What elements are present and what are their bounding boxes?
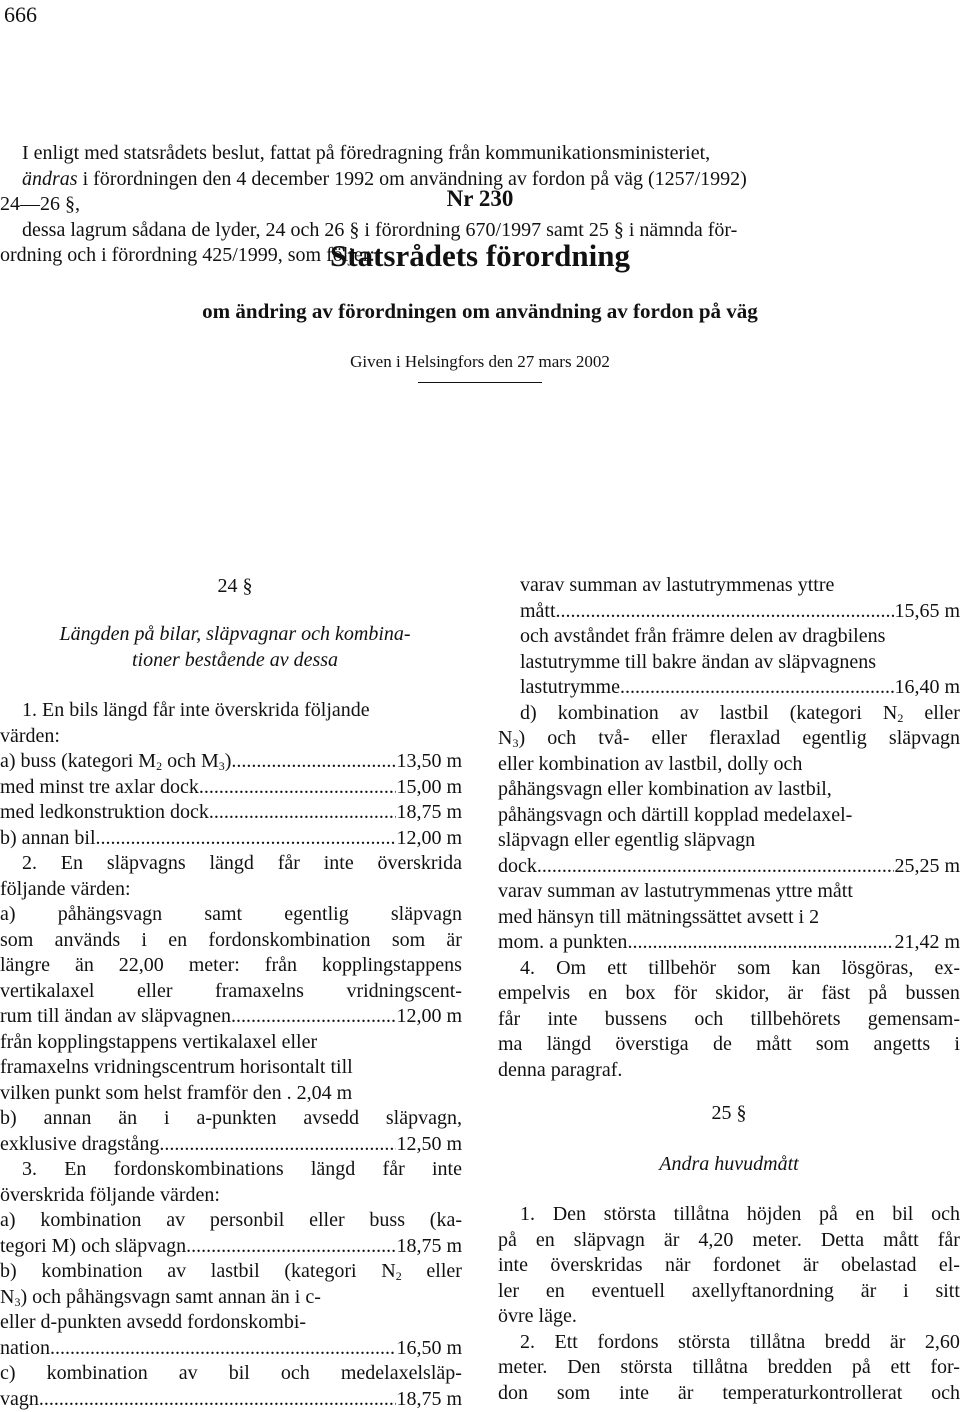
- measurement-label: mått: [520, 599, 556, 625]
- word: höjden: [747, 1202, 801, 1228]
- text-line: [0, 724, 462, 750]
- word: 22,00: [119, 953, 164, 979]
- word: och: [931, 1202, 960, 1228]
- line-text: med hänsyn till mätningssättet avsett i 2: [498, 905, 819, 931]
- measurement-value: 15,00 m: [396, 775, 462, 801]
- word: längd: [311, 1157, 355, 1183]
- word: samt: [204, 902, 242, 928]
- text-line: [498, 1007, 960, 1033]
- word: 1.: [520, 1202, 535, 1228]
- measurement-line: [0, 826, 462, 852]
- word: längd: [547, 1032, 591, 1058]
- measurement-value: 18,75 m: [396, 800, 462, 826]
- word: tillåtna: [674, 1202, 730, 1228]
- word: 3.: [22, 1157, 37, 1183]
- word: 2.: [22, 851, 37, 877]
- measurement-value: 16,50 m: [396, 1336, 462, 1362]
- text-line: [498, 956, 960, 982]
- word: ett: [607, 956, 627, 982]
- word: gemensam-: [868, 1007, 960, 1033]
- word: Om: [556, 956, 586, 982]
- word: egentlig: [802, 726, 866, 752]
- text-line: [0, 979, 462, 1005]
- word: fordonskombinations: [114, 1157, 284, 1183]
- text-line: [0, 902, 462, 928]
- word: medelaxelsläp-: [341, 1361, 462, 1387]
- word: d): [520, 701, 537, 727]
- preamble-line: dessa lagrum sådana de lyder, 24 och 26 § i förordning 670/1997 samt 25 § i nämnda för-: [22, 218, 737, 242]
- word: i: [141, 928, 147, 954]
- right-column-text: [498, 573, 960, 1083]
- word: bussens: [605, 1007, 667, 1033]
- word: bil: [892, 1202, 913, 1228]
- word: är: [861, 1279, 877, 1305]
- word: fleraxlad: [709, 726, 780, 752]
- text-line: [498, 905, 960, 931]
- measurement-line: [0, 1004, 462, 1030]
- preamble-line: 24—26 §,: [0, 192, 80, 216]
- dot-leader: [96, 826, 397, 852]
- given-date-line: Given i Helsingfors den 27 mars 2002: [0, 352, 960, 372]
- line-text: från kopplingstappens vertikalaxel eller: [0, 1030, 317, 1056]
- header-divider: [418, 382, 542, 383]
- preamble-line: [22, 167, 747, 191]
- line-text: 1. En bils längd får inte överskrida följande: [22, 698, 370, 724]
- word: fordonskombination: [208, 928, 370, 954]
- text-line: [0, 698, 462, 724]
- word: av: [166, 1208, 185, 1234]
- measurement-value: 18,75 m: [396, 1387, 462, 1412]
- word: personbil: [210, 1208, 284, 1234]
- word: vridningscent-: [346, 979, 462, 1005]
- word: får: [278, 851, 300, 877]
- word: axellyftanordning: [692, 1279, 834, 1305]
- word: på: [819, 1202, 838, 1228]
- word: största: [604, 1202, 656, 1228]
- word: kombination: [47, 1361, 148, 1387]
- preamble-line: I enligt med statsrådets beslut, fattat på föredragning från kommunikationsministeriet,: [22, 141, 710, 165]
- measurement-label: rum till ändan av släpvagnen: [0, 1004, 231, 1030]
- text-line: [0, 1259, 462, 1285]
- word: bredd: [825, 1330, 871, 1356]
- text-line: [0, 1055, 462, 1081]
- word: släpvagn: [889, 726, 960, 752]
- word: av: [680, 701, 699, 727]
- measurement-value: 12,00 m: [396, 1004, 462, 1030]
- word: a-punkten: [197, 1106, 277, 1132]
- word: temperaturkontrollerat: [722, 1381, 902, 1407]
- word: fäst: [821, 981, 850, 1007]
- measurement-value: 16,40 m: [894, 675, 960, 701]
- word: $N_3$): [498, 726, 525, 752]
- word: släpvagns: [107, 851, 186, 877]
- measurement-line: [498, 854, 960, 880]
- word: är: [446, 928, 462, 954]
- measurement-value: 18,75 m: [396, 1234, 462, 1260]
- word: två-: [598, 726, 629, 752]
- document-number: Nr 230: [0, 186, 960, 212]
- word: på: [498, 1228, 517, 1254]
- word: En: [61, 851, 83, 877]
- measurement-label: mom. a punkten: [498, 930, 627, 956]
- word: är: [678, 1381, 694, 1407]
- word: kan: [792, 956, 821, 982]
- word: meter:: [189, 953, 240, 979]
- text-line: [0, 851, 462, 877]
- word: som: [557, 1381, 590, 1407]
- measurement-label: dock: [498, 854, 537, 880]
- line-text: övre läge.: [498, 1304, 577, 1330]
- word: (ka-: [430, 1208, 462, 1234]
- line-text: överskrida följande värden:: [0, 1183, 220, 1209]
- section-24-heading-line: Längden på bilar, släpvagnar och kombina-: [0, 622, 470, 646]
- right-column-text: [498, 1202, 960, 1406]
- text-line: [498, 726, 960, 752]
- measurement-line: [0, 1234, 462, 1260]
- word: $N_2$: [883, 701, 903, 727]
- measurement-line: [0, 1132, 462, 1158]
- text-line: [498, 650, 960, 676]
- word: när: [665, 1253, 691, 1279]
- text-line: [0, 1208, 462, 1234]
- word: eller: [137, 979, 173, 1005]
- measurement-line: [0, 800, 462, 826]
- measurement-value: 13,50 m: [396, 749, 462, 775]
- word: ma: [498, 1032, 522, 1058]
- text-line: [498, 701, 960, 727]
- text-line: [0, 1361, 462, 1387]
- word: tillåtna: [692, 1355, 748, 1381]
- word: en: [546, 1279, 565, 1305]
- measurement-label: tegori M) och släpvagn: [0, 1234, 186, 1260]
- word: c): [0, 1361, 16, 1387]
- dot-leader: [231, 749, 396, 775]
- word: (kategori: [790, 701, 862, 727]
- word: Den: [553, 1202, 586, 1228]
- text-line: [0, 928, 462, 954]
- word: är: [664, 1228, 680, 1254]
- word: Ett: [555, 1330, 578, 1356]
- line-text: $N_3$) och påhängsvagn samt annan än i c-: [0, 1285, 321, 1311]
- word: angetts: [873, 1032, 930, 1058]
- word: största: [620, 1355, 672, 1381]
- word: mått: [883, 1228, 919, 1254]
- measurement-value: 21,42 m: [894, 930, 960, 956]
- word: ex-: [934, 956, 960, 982]
- measurement-label: med minst tre axlar dock: [0, 775, 199, 801]
- line-text: släpvagn eller egentlig släpvagn: [498, 828, 755, 854]
- word: längd: [210, 851, 254, 877]
- section-24-number: 24 §: [0, 574, 470, 598]
- text-line: [0, 953, 462, 979]
- text-line: [498, 752, 960, 778]
- word: inte: [498, 1253, 528, 1279]
- word: skidor,: [715, 981, 769, 1007]
- dot-leader: [537, 854, 895, 880]
- word: inte: [548, 1007, 578, 1033]
- word: b): [0, 1259, 17, 1285]
- word: eller: [426, 1259, 462, 1285]
- dot-leader: [620, 675, 894, 701]
- text-line: [0, 1310, 462, 1336]
- word: mått: [756, 1032, 792, 1058]
- text-line: [498, 879, 960, 905]
- word: buss: [369, 1208, 405, 1234]
- line-text: påhängsvagn och därtill kopplad medelaxel-: [498, 803, 852, 829]
- word: överstiga: [615, 1032, 688, 1058]
- word: i: [164, 1106, 170, 1132]
- word: släpvagn: [391, 902, 462, 928]
- word: $N_2$: [381, 1259, 401, 1285]
- measurement-line: [0, 749, 462, 775]
- word: don: [498, 1381, 528, 1407]
- measurement-label: lastutrymme: [520, 675, 620, 701]
- dot-leader: [159, 1132, 396, 1158]
- measurement-label: vagn: [0, 1387, 39, 1412]
- measurement-line: [498, 599, 960, 625]
- word: en: [856, 1202, 875, 1228]
- word: fordons: [597, 1330, 658, 1356]
- word: ett: [891, 1355, 911, 1381]
- document-subtitle: om ändring av förordningen om användning av fordon på väg: [0, 299, 960, 324]
- text-line: [498, 777, 960, 803]
- text-line: [498, 1279, 960, 1305]
- line-text: lastutrymme till bakre ändan av släpvagnens: [520, 650, 876, 676]
- text-line: [0, 1106, 462, 1132]
- word: lastbil: [211, 1259, 260, 1285]
- section-25-heading: Andra huvudmått: [498, 1152, 960, 1176]
- word: tillbehör: [648, 956, 716, 982]
- line-text: följande värden:: [0, 877, 131, 903]
- word: på: [868, 981, 887, 1007]
- word: kopplingstappens: [322, 953, 462, 979]
- word: för: [674, 981, 697, 1007]
- word: är: [890, 1330, 906, 1356]
- line-text: eller d-punkten avsedd fordonskombi-: [0, 1310, 306, 1336]
- word: empelvis: [498, 981, 570, 1007]
- dot-leader: [199, 775, 397, 801]
- text-line: [498, 1202, 960, 1228]
- word: och: [547, 726, 576, 752]
- word: i: [954, 1032, 960, 1058]
- word: eller: [651, 726, 687, 752]
- left-column-text: [0, 698, 462, 1412]
- text-line: [498, 828, 960, 854]
- word: ler: [498, 1279, 519, 1305]
- word: for-: [930, 1355, 960, 1381]
- word: får: [383, 1157, 405, 1183]
- word: än: [75, 953, 94, 979]
- preamble-line-rest: i förordningen den 4 december 1992 om användning av fordon på väg (1257/1992): [78, 168, 747, 190]
- measurement-line: [0, 775, 462, 801]
- word: eventuell: [592, 1279, 665, 1305]
- word: 2.: [520, 1330, 535, 1356]
- word: fordonet: [713, 1253, 781, 1279]
- word: av: [167, 1259, 186, 1285]
- text-line: [498, 624, 960, 650]
- line-text: denna paragraf.: [498, 1058, 622, 1084]
- word: meter.: [752, 1228, 801, 1254]
- word: 2,60: [925, 1330, 960, 1356]
- dot-leader: [39, 1387, 397, 1412]
- measurement-label: nation: [0, 1336, 50, 1362]
- word: el-: [939, 1253, 960, 1279]
- word: får: [938, 1228, 960, 1254]
- section-24-heading-line: tioner bestående av dessa: [0, 648, 470, 672]
- word: En: [64, 1157, 86, 1183]
- word: inte: [619, 1381, 649, 1407]
- text-line: [0, 1081, 462, 1107]
- text-line: [498, 1355, 960, 1381]
- word: och: [281, 1361, 310, 1387]
- word: sitt: [935, 1279, 959, 1305]
- measurement-value: 25,25 m: [894, 854, 960, 880]
- word: meter.: [498, 1355, 547, 1381]
- word: än: [118, 1106, 137, 1132]
- text-line: [498, 1032, 960, 1058]
- word: vertikalaxel: [0, 979, 94, 1005]
- word: en: [168, 928, 187, 954]
- preamble-emphasis: ändras: [22, 168, 78, 190]
- measurement-line: [498, 675, 960, 701]
- word: släpvagn: [574, 1228, 645, 1254]
- word: framaxelns: [215, 979, 304, 1005]
- line-text: påhängsvagn eller kombination av lastbil,: [498, 777, 832, 803]
- word: påhängsvagn: [58, 902, 162, 928]
- line-text: vilken punkt som helst framför den . 2,04 m: [0, 1081, 352, 1107]
- word: tillbehörets: [751, 1007, 841, 1033]
- text-line: [0, 1030, 462, 1056]
- dot-leader: [231, 1004, 396, 1030]
- word: används: [55, 928, 121, 954]
- word: de: [713, 1032, 732, 1058]
- text-line: [498, 1304, 960, 1330]
- text-line: [498, 1253, 960, 1279]
- word: bil: [229, 1361, 250, 1387]
- measurement-label: med ledkonstruktion dock: [0, 800, 209, 826]
- word: inte: [432, 1157, 462, 1183]
- word: a): [0, 902, 16, 928]
- word: överskridas: [550, 1253, 642, 1279]
- measurement-line: [0, 1387, 462, 1412]
- word: av: [179, 1361, 198, 1387]
- word: 4,20: [698, 1228, 733, 1254]
- line-text: varav summan av lastutrymmenas yttre mått: [498, 879, 853, 905]
- line-text: eller kombination av lastbil, dolly och: [498, 752, 802, 778]
- measurement-label: exklusive dragstång: [0, 1132, 159, 1158]
- measurement-label: a) buss (kategori $M_2$ och $M_3$): [0, 749, 231, 775]
- text-line: [0, 1157, 462, 1183]
- text-line: [498, 573, 960, 599]
- line-text: framaxelns vridningscentrum horisontalt till: [0, 1055, 353, 1081]
- preamble-line: ordning och i förordning 425/1999, som följer:: [0, 243, 375, 267]
- measurement-value: 12,00 m: [396, 826, 462, 852]
- dot-leader: [186, 1234, 396, 1260]
- word: Detta: [821, 1228, 864, 1254]
- word: inte: [324, 851, 354, 877]
- word: en: [536, 1228, 555, 1254]
- measurement-line: [0, 1336, 462, 1362]
- text-line: [0, 877, 462, 903]
- text-line: [498, 1058, 960, 1084]
- word: b): [0, 1106, 17, 1132]
- word: Den: [567, 1355, 600, 1381]
- word: 4.: [520, 956, 535, 982]
- word: bredden: [768, 1355, 832, 1381]
- word: eller: [309, 1208, 345, 1234]
- word: lastbil: [720, 701, 769, 727]
- line-text: varav summan av lastutrymmenas yttre: [520, 573, 834, 599]
- word: som: [737, 956, 770, 982]
- word: egentlig: [284, 902, 348, 928]
- word: (kategori: [284, 1259, 356, 1285]
- measurement-line: [498, 930, 960, 956]
- word: i: [903, 1279, 909, 1305]
- word: box: [625, 981, 655, 1007]
- measurement-label: b) annan bil: [0, 826, 96, 852]
- word: och: [694, 1007, 723, 1033]
- word: längre: [0, 953, 50, 979]
- word: är: [803, 1253, 819, 1279]
- text-line: [498, 981, 960, 1007]
- word: och: [931, 1381, 960, 1407]
- word: tillåtna: [750, 1330, 806, 1356]
- word: kombination: [40, 1208, 141, 1234]
- word: från: [265, 953, 297, 979]
- text-line: [498, 803, 960, 829]
- document-title: Statsrådets förordning: [0, 238, 960, 274]
- word: lösgöras,: [842, 956, 914, 982]
- word: a): [0, 1208, 16, 1234]
- word: får: [498, 1007, 520, 1033]
- word: en: [588, 981, 607, 1007]
- word: som: [816, 1032, 849, 1058]
- dot-leader: [627, 930, 894, 956]
- word: obelastad: [841, 1253, 917, 1279]
- word: avsedd: [303, 1106, 359, 1132]
- word: som: [392, 928, 425, 954]
- word: på: [852, 1355, 871, 1381]
- word: kombination: [558, 701, 659, 727]
- dot-leader: [209, 800, 397, 826]
- text-line: [498, 1228, 960, 1254]
- line-text: och avståndet från främre delen av dragbilens: [520, 624, 885, 650]
- dot-leader: [50, 1336, 396, 1362]
- word: som: [0, 928, 33, 954]
- word: annan: [44, 1106, 92, 1132]
- measurement-value: 12,50 m: [396, 1132, 462, 1158]
- text-line: [0, 1285, 462, 1311]
- page-number: 666: [4, 2, 37, 28]
- dot-leader: [556, 599, 895, 625]
- measurement-value: 15,65 m: [894, 599, 960, 625]
- word: släpvagn,: [386, 1106, 462, 1132]
- word: eller: [924, 701, 960, 727]
- line-text: värden:: [0, 724, 60, 750]
- word: bussen: [905, 981, 959, 1007]
- word: överskrida: [378, 851, 462, 877]
- section-25-number: 25 §: [498, 1101, 960, 1125]
- text-line: [0, 1183, 462, 1209]
- word: största: [678, 1330, 730, 1356]
- word: är: [788, 981, 804, 1007]
- word: kombination: [41, 1259, 142, 1285]
- text-line: [498, 1330, 960, 1356]
- text-line: [498, 1381, 960, 1407]
